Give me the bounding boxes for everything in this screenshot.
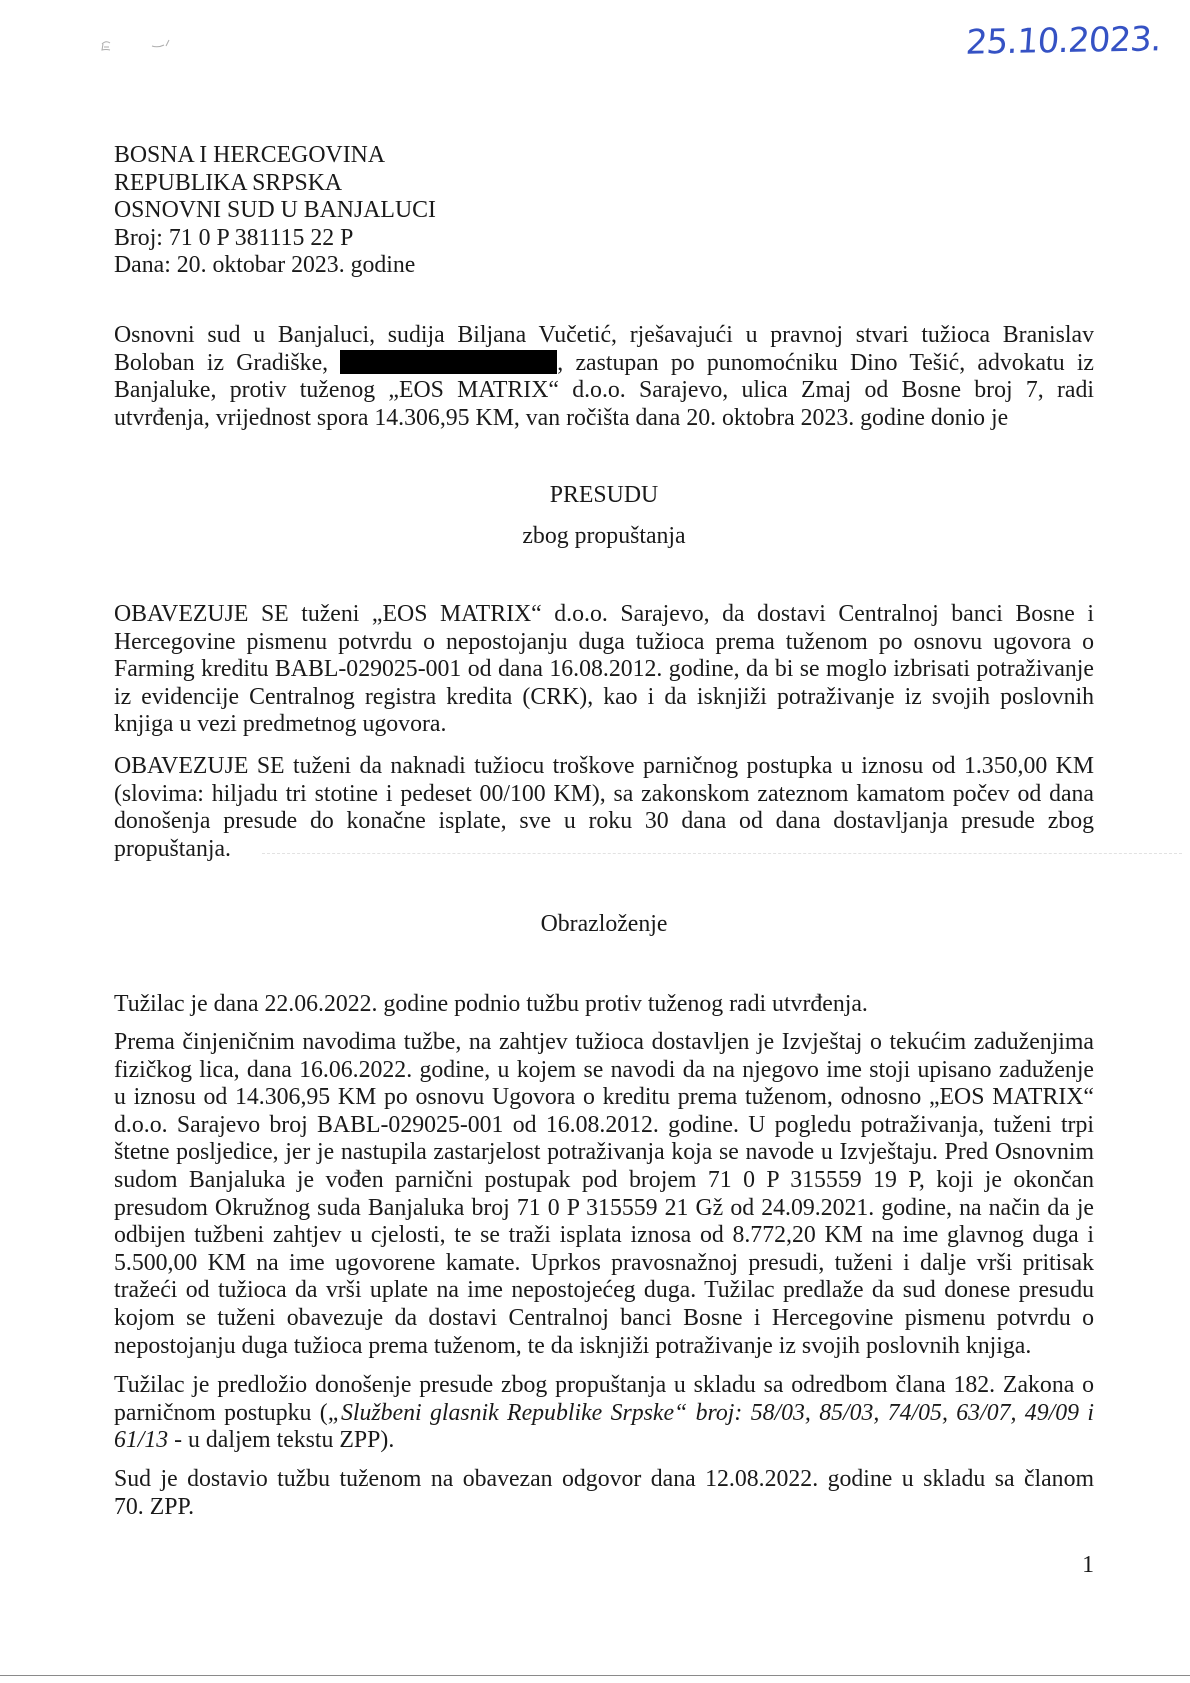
reasoning-line: 70. ZPP. [114, 1493, 195, 1520]
judgment-subtitle-block [114, 523, 1094, 551]
operative-line: propuštanja. [114, 835, 231, 862]
operative-line: OBAVEZUJE SE tuženi da naknadi tužiocu troškove parničnog postupka u iznosu od 1.350,00 KM [114, 753, 1094, 779]
reasoning-line: Tužilac je dana 22.06.2022. godine podnio tužbu protiv tuženog radi utvrđenja. [114, 991, 868, 1017]
reasoning-line: sudom Banjaluka je vođen parnični postupak pod brojem 71 0 P 315559 19 P, koji je okončan [114, 1166, 1094, 1193]
reasoning-paragraph [114, 1466, 1094, 1521]
reasoning-line: Tužilac je predložio donošenje presude zbog propuštanja u skladu sa odredbom člana 182. Zakona o [114, 1372, 1094, 1398]
intro-line: Banjaluke, protiv tuženog „EOS MATRIX“ d.o.o. Sarajevo, ulica Zmaj od Bosne broj 7, radi [114, 377, 1094, 404]
reasoning-line-segment: parničnom postupku ( [114, 1399, 328, 1426]
court-name: OSNOVNI SUD U BANJALUCI [114, 197, 436, 224]
operative-line: donošenja presude do konačne isplate, sve u roku 30 dana od dana dostavljanja presude zbog [114, 808, 1094, 835]
operative-paragraph [114, 601, 1094, 739]
gazette-citation: 61/13 [114, 1427, 169, 1454]
intro-line-segment: Boloban iz Gradiške, [114, 349, 329, 376]
reasoning-line: presudom Okružnog suda Banjaluka broj 71 0 P 315559 21 Gž od 24.09.2021. godine, na način da je [114, 1194, 1094, 1221]
page-number: 1 [1082, 1552, 1094, 1578]
scan-edge-line [0, 1675, 1190, 1676]
intro-line: utvrđenja, vrijednost spora 14.306,95 KM, van ročišta dana 20. oktobra 2023. godine donio je [114, 404, 1009, 431]
court-entity: REPUBLIKA SRPSKA [114, 169, 343, 196]
reasoning-line: Sud je dostavio tužbu tuženom na obavezan odgovor dana 12.08.2022. godine u skladu sa članom [114, 1466, 1094, 1492]
judgment-title-block [114, 482, 1094, 510]
intro-line [114, 350, 1094, 378]
judgment-subtitle: zbog propuštanja [522, 523, 686, 549]
operative-line: Hercegovine pismenu potvrdu o nepostojanju duga tužioca prema tuženom po osnovu ugovora o [114, 628, 1094, 655]
reasoning-line: fizičkog lica, dana 16.06.2022. godine, u kojem se navodi da na njegovo ime stoji upisano zaduženje [114, 1056, 1094, 1083]
reasoning-line: d.o.o. Sarajevo broj BABL-029025-001 od 16.08.2012. godine. U pogledu potraživanja, tuženi trpi [114, 1111, 1094, 1138]
operative-line: Farming kreditu BABL-029025-001 od dana 16.08.2012. godine, da bi se moglo izbrisati potraživanje [114, 656, 1094, 683]
reasoning-line [114, 1427, 1094, 1455]
reasoning-line: tražeći od tužioca da vrši uplate na ime nepostojećeg duga. Tužilac predlaže da sud donese presudu [114, 1277, 1094, 1304]
reasoning-line: štetne posljedice, jer je nastupila zastarjelost potraživanja koja se navode u Izvještaju. Pred Osnovnim [114, 1139, 1094, 1166]
intro-paragraph [114, 322, 1094, 432]
operative-line: iz evidencije Centralnog registra kredita (CRK), kao i da isknjiži potraživanje iz svojih poslovnih [114, 683, 1094, 710]
operative-line: OBAVEZUJE SE tuženi „EOS MATRIX“ d.o.o. Sarajevo, da dostavi Centralnoj banci Bosne i [114, 601, 1094, 627]
reasoning-line: odbijen tužbeni zahtjev u cjelosti, te se traži isplata iznosa od 8.772,20 KM na ime glavnog duga i [114, 1222, 1094, 1249]
court-country: BOSNA I HERCEGOVINA [114, 142, 386, 168]
reasoning-line: kojom se tuženi obavezuje da dostavi Centralnoj banci Bosne i Hercegovine pismenu potvrdu o [114, 1304, 1094, 1331]
intro-line: Osnovni sud u Banjaluci, sudija Biljana Vučetić, rješavajući u pravnoj stvari tužioca Branislav [114, 322, 1094, 348]
reasoning-paragraph [114, 1029, 1094, 1360]
case-number: Broj: 71 0 P 381115 22 P [114, 224, 354, 251]
court-header [114, 142, 1094, 280]
operative-line: knjiga u vezi predmetnog ugovora. [114, 711, 447, 738]
operative-paragraph [114, 753, 1094, 863]
scan-marks-decoration [96, 34, 186, 58]
handwritten-date-annotation: 25.10.2023. [964, 19, 1163, 63]
gazette-citation: „Službeni glasnik Republike Srpske“ broj: 58/03, 85/03, 74/05, 63/07, 49/09 i [327, 1399, 1094, 1426]
redaction-box [340, 350, 557, 374]
reasoning-line: 5.500,00 KM na ime ugovorene kamate. Uprkos pravosnažnoj presudi, tuženi i dalje vrši pritisak [114, 1249, 1094, 1276]
decision-date: Dana: 20. oktobar 2023. godine [114, 252, 416, 279]
reasoning-paragraph [114, 1372, 1094, 1455]
judgment-title: PRESUDU [549, 482, 659, 508]
reasoning-line [114, 1400, 1094, 1428]
reasoning-line: nepostojanju duga tužioca prema tuženom, te da isknjiži potraživanje iz svojih poslovnih knjiga. [114, 1332, 1032, 1359]
reasoning-line-segment: - u daljem tekstu ZPP). [168, 1427, 395, 1454]
reasoning-heading: Obrazloženje [540, 911, 668, 937]
reasoning-line: Prema činjeničnim navodima tužbe, na zahtjev tužioca dostavljen je Izvještaj o tekućim zaduženjima [114, 1029, 1094, 1055]
reasoning-paragraph [114, 991, 1094, 1019]
reasoning-heading-block [114, 911, 1094, 939]
operative-line: (slovima: hiljadu tri stotine i pedeset 00/100 KM), sa zakonskom zateznom kamatom počev od dana [114, 780, 1094, 807]
reasoning-line: u iznosu od 14.306,95 KM po osnovu Ugovora o kreditu prema tuženom, odnosno „EOS MATRIX“ [114, 1084, 1094, 1111]
intro-line-segment: , zastupan po punomoćniku Dino Tešić, advokatu iz [557, 349, 1094, 376]
scan-artifact-line [262, 853, 1182, 854]
